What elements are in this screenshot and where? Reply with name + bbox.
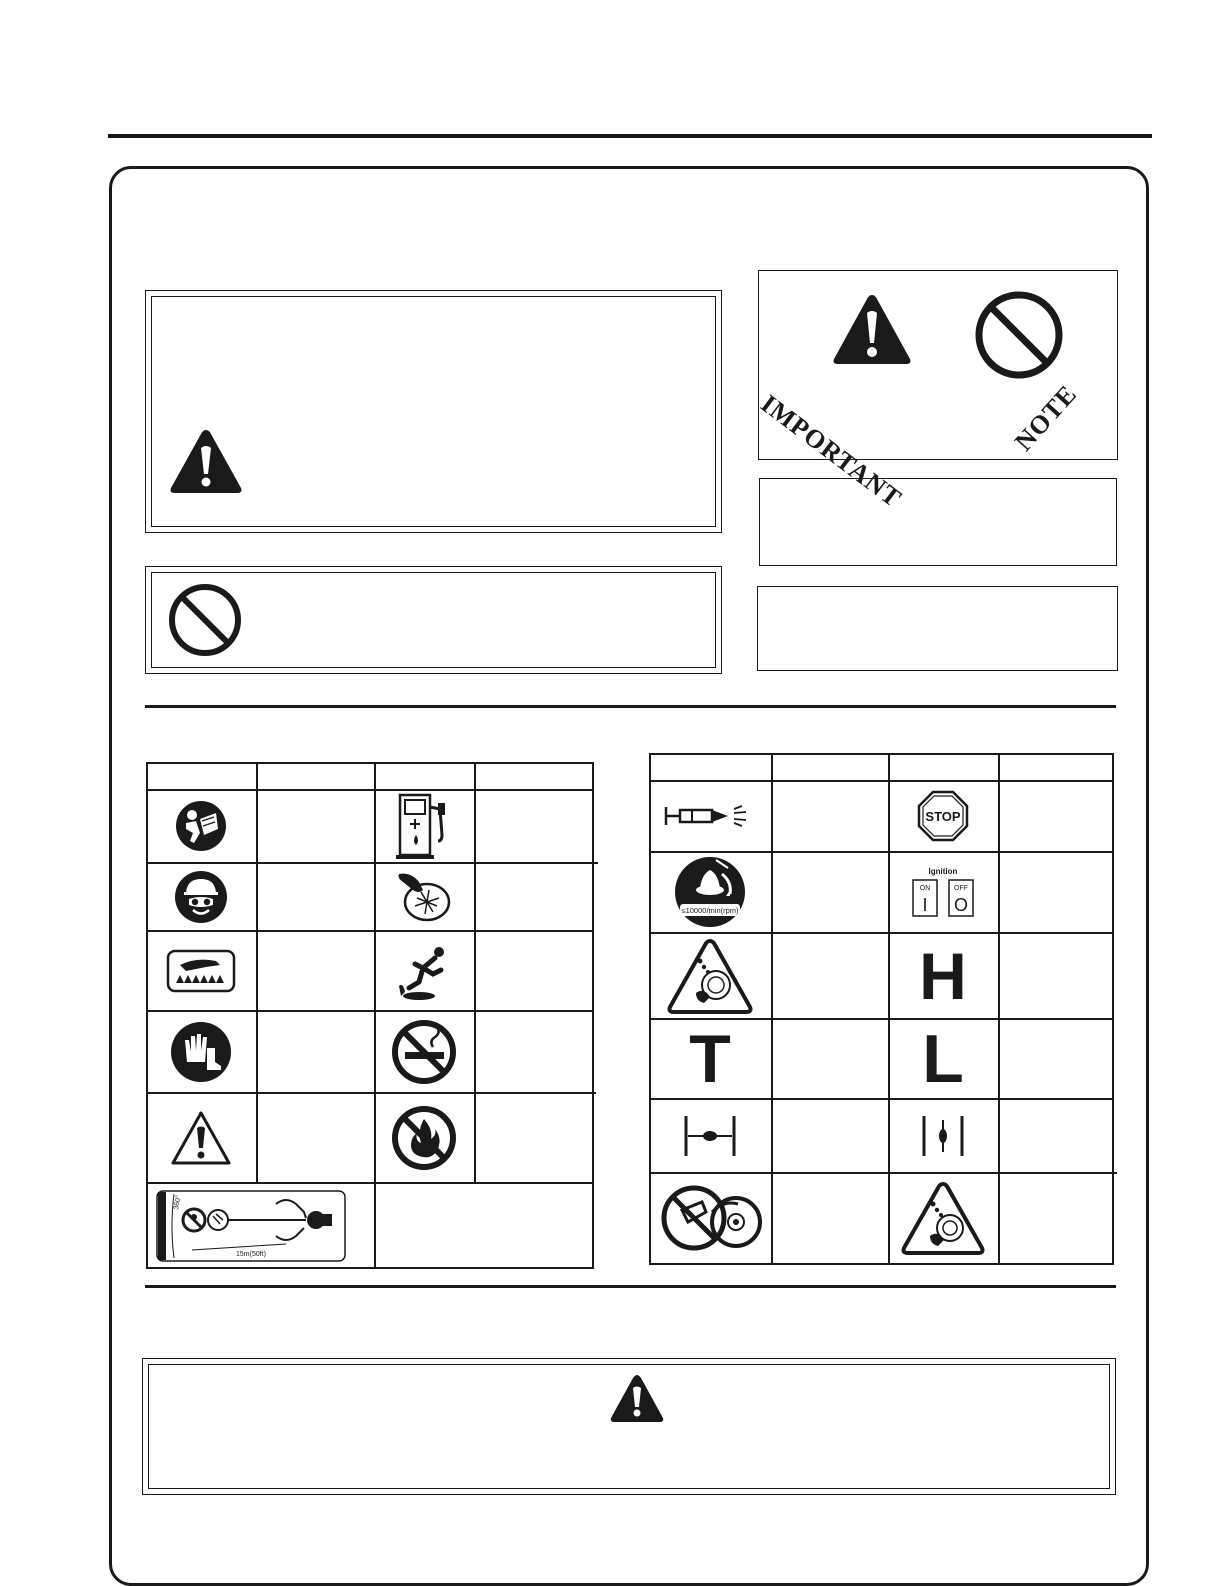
- stop-sign-text: STOP: [925, 809, 961, 824]
- note-label: NOTE: [1009, 379, 1083, 457]
- caution-triangle-icon: [146, 1093, 256, 1182]
- blade-hand-hazard-icon: [374, 863, 474, 930]
- ignition-on-glyph: I: [922, 895, 928, 915]
- slip-hazard-icon: [374, 931, 474, 1010]
- section-rule-upper: [145, 705, 1116, 708]
- bottom-warning-triangle-icon: [609, 1372, 665, 1424]
- thrown-objects-warning-icon: [649, 933, 771, 1018]
- l-letter: L: [922, 1020, 964, 1097]
- section-rule-lower: [145, 1285, 1116, 1288]
- info-box-lower: [757, 586, 1118, 671]
- ignition-off-glyph: O: [953, 895, 969, 915]
- h-letter: H: [919, 938, 967, 1013]
- ignition-label: Ignition: [928, 867, 958, 876]
- rpm-label: ≤10000/min(rpm): [681, 906, 739, 915]
- ignition-off-label: OFF: [954, 885, 968, 892]
- symbol-table-right: [649, 753, 1114, 1265]
- symbol-table-left: [146, 762, 594, 1269]
- no-open-flame-icon: [374, 1093, 474, 1182]
- legend-box: [755, 270, 1118, 514]
- no-metal-blade-icon: [649, 1173, 771, 1263]
- choke-open-icon: [649, 1099, 771, 1172]
- t-letter: T: [689, 1020, 731, 1097]
- ignition-switch-icon: [888, 852, 998, 932]
- prohibition-box: [145, 566, 722, 674]
- legend-prohibition-icon: [972, 288, 1066, 382]
- choke-closed-icon: [888, 1099, 998, 1172]
- info-box-upper: [759, 478, 1117, 566]
- fuel-injection-icon: [649, 781, 771, 851]
- max-rpm-icon: [649, 852, 771, 932]
- read-manual-icon: [146, 790, 256, 862]
- keep-hands-away-icon: [146, 931, 256, 1010]
- stop-sign-icon: [888, 781, 998, 851]
- range-label: 360°: [173, 1194, 183, 1211]
- distance-label: 15m(50ft): [236, 1251, 266, 1258]
- no-smoking-icon: [374, 1011, 474, 1092]
- bystander-distance-icon: [154, 1190, 348, 1262]
- prohibition-icon: [166, 581, 244, 659]
- h-letter-icon: [888, 933, 998, 1018]
- bottom-warning-box: [142, 1358, 1116, 1495]
- important-label: IMPORTANT: [755, 389, 908, 514]
- warning-box: [145, 290, 722, 533]
- top-rule: [108, 134, 1152, 138]
- warning-triangle-icon: [168, 426, 244, 496]
- thrown-objects-icon: [888, 1173, 998, 1263]
- l-letter-icon: [888, 1019, 998, 1098]
- head-eye-protection-icon: [146, 863, 256, 930]
- ignition-on-label: ON: [919, 885, 931, 892]
- fuel-pump-icon: [374, 790, 474, 862]
- legend-triangle-icon: [831, 291, 913, 367]
- gloves-boots-icon: [146, 1011, 256, 1092]
- t-letter-icon: [649, 1019, 771, 1098]
